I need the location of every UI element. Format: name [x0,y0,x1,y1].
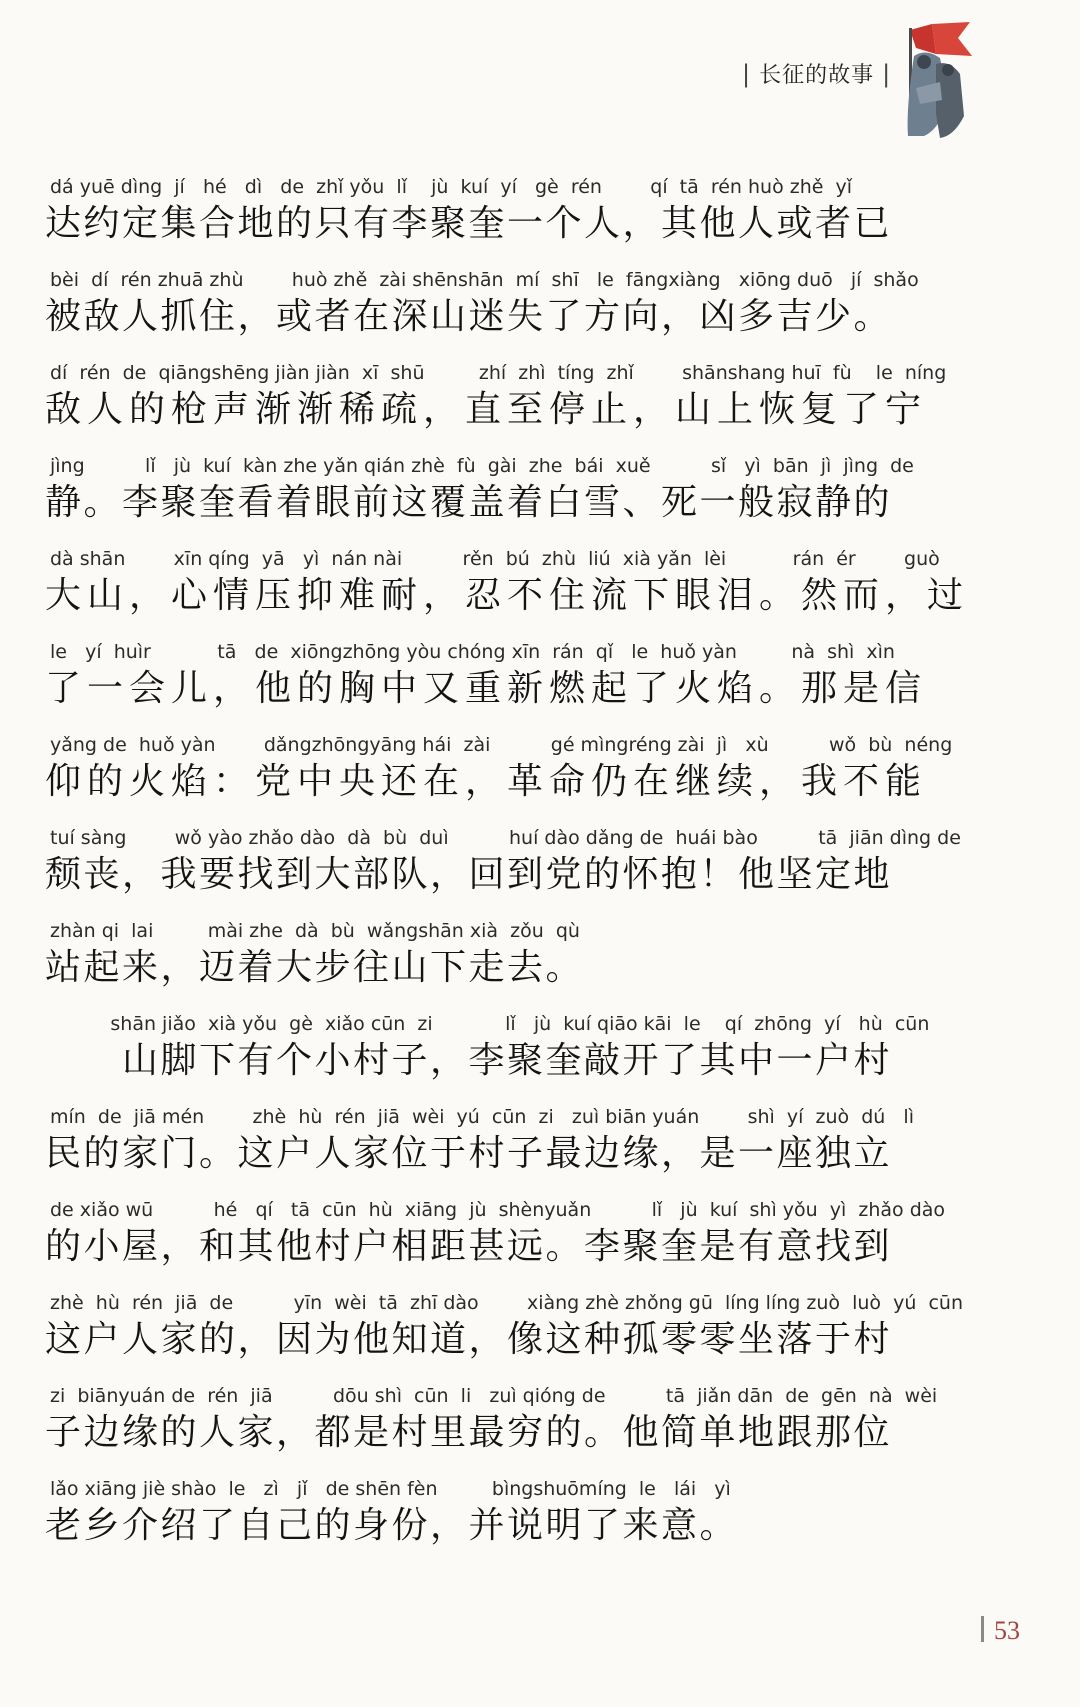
pinyin-row: de xiǎo wū hé qí tā cūn hù xiāng jù shènyuǎn lǐ jù kuí shì yǒu yì zhǎo dào [50,1199,946,1221]
text-line-10 [0,1012,1080,1105]
pinyin-row: dá yuē dìng jí hé dì de zhǐ yǒu lǐ jù kuí yí gè rén qí tā rén huò zhě yǐ [50,176,853,198]
text-line-2 [0,268,1080,361]
text-line-7 [0,733,1080,826]
hanzi-row: 老乡介绍了自己的身份，并说明了来意。 [45,1505,739,1546]
text-line-9 [0,919,1080,1012]
text-line-11 [0,1105,1080,1198]
pinyin-row: le yí huìr tā de xiōngzhōng yòu chóng xīn rán qǐ le huǒ yàn nà shì xìn [50,641,895,663]
chapter-title: 长征的故事 [759,63,875,88]
text-line-6 [0,640,1080,733]
hanzi-row: 颓丧，我要找到大部队，回到党的怀抱！他坚定地 [45,854,893,895]
hanzi-row: 大山，心情压抑难耐，忍不住流下眼泪。然而，过 [45,575,970,616]
text-line-12 [0,1198,1080,1291]
hanzi-row: 被敌人抓住，或者在深山迷失了方向，凶多吉少。 [45,296,893,337]
page-body [0,175,1080,1570]
pinyin-row: mín de jiā mén zhè hù rén jiā wèi yú cūn zi zuì biān yuán shì yí zuò dú lì [50,1106,914,1128]
hanzi-row: 子边缘的人家，都是村里最穷的。他简单地跟那位 [45,1412,893,1453]
hanzi-row: 这户人家的，因为他知道，像这种孤零零坐落于村 [45,1319,893,1360]
pinyin-row: shān jiǎo xià yǒu gè xiǎo cūn zi lǐ jù kuí qiāo kāi le qí zhōng yí hù cūn [50,1013,930,1035]
text-line-1 [0,175,1080,268]
header-divider-left: | [742,60,752,88]
hanzi-row: 的小屋，和其他村户相距甚远。李聚奎是有意找到 [45,1226,893,1267]
text-line-4 [0,454,1080,547]
text-line-13 [0,1291,1080,1384]
pinyin-row: jìng lǐ jù kuí kàn zhe yǎn qián zhè fù gài zhe bái xuě sǐ yì bān jì jìng de [50,455,914,477]
pinyin-row: lǎo xiāng jiè shào le zì jǐ de shēn fèn bìngshuōmíng le lái yì [50,1478,731,1500]
hanzi-row: 达约定集合地的只有李聚奎一个人，其他人或者已 [45,203,893,244]
hanzi-row: 民的家门。这户人家位于村子最边缘，是一座独立 [45,1133,893,1174]
hanzi-row: 了一会儿，他的胸中又重新燃起了火焰。那是信 [45,668,928,709]
page-number: 53 [994,1616,1020,1645]
hanzi-row: 仰的火焰：党中央还在，革命仍在继续，我不能 [45,761,928,802]
text-line-5 [0,547,1080,640]
text-line-8 [0,826,1080,919]
pinyin-row: dí rén de qiāngshēng jiàn jiàn xī shū zhí zhì tíng zhǐ shānshang huī fù le níng [50,362,947,384]
red-flag-soldiers-icon [880,18,980,143]
pinyin-row: yǎng de huǒ yàn dǎngzhōngyāng hái zài gé mìngréng zài jì xù wǒ bù néng [50,734,953,756]
hanzi-row: 站起来，迈着大步往山下走去。 [45,947,585,988]
pinyin-row: zi biānyuán de rén jiā dōu shì cūn li zuì qióng de tā jiǎn dān de gēn nà wèi [50,1385,938,1407]
hanzi-row: 山脚下有个小村子，李聚奎敲开了其中一户村 [45,1040,893,1081]
pinyin-row: zhè hù rén jiā de yīn wèi tā zhī dào xiàng zhè zhǒng gū líng líng zuò luò yú cūn [50,1292,964,1314]
chapter-header [742,58,891,89]
pinyin-row: zhàn qi lai mài zhe dà bù wǎngshān xià zǒu qù [50,920,580,942]
hanzi-row: 敌人的枪声渐渐稀疏，直至停止，山上恢复了宁 [45,389,928,430]
hanzi-row: 静。李聚奎看着眼前这覆盖着白雪、死一般寂静的 [45,482,893,523]
header-divider-right: | [882,60,892,88]
pinyin-row: tuí sàng wǒ yào zhǎo dào dà bù duì huí dào dǎng de huái bào tā jiān dìng de [50,827,961,849]
text-line-3 [0,361,1080,454]
text-line-14 [0,1384,1080,1477]
text-line-15 [0,1477,1080,1570]
pinyin-row: bèi dí rén zhuā zhù huò zhě zài shēnshān mí shī le fāngxiàng xiōng duō jí shǎo [50,269,919,291]
pinyin-row: dà shān xīn qíng yā yì nán nài rěn bú zhù liú xià yǎn lèi rán ér guò [50,548,940,570]
page-number-divider [981,1616,984,1642]
